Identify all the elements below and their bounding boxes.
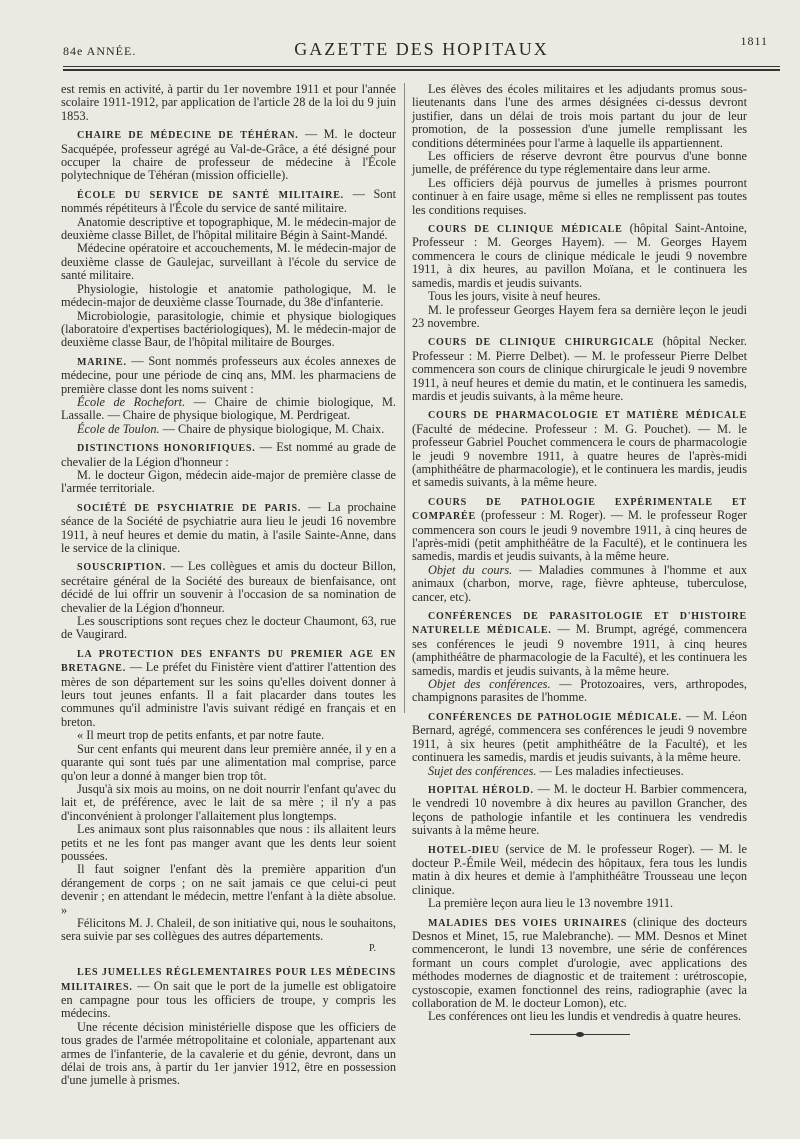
paragraph-text: — Chaire de physique biologique, M. Chaix. xyxy=(159,421,385,436)
paragraph: Physiologie, histologie et anatomie pathologique, M. le médecin-major de deuxième classe Tournade, du 38e d'infanterie. xyxy=(61,281,396,310)
section-heading: MARINE. xyxy=(77,356,127,368)
italic-lead-paragraph xyxy=(412,678,747,705)
section-text: — Les collègues et amis du docteur Billon, secrétaire général de la Société des bureaux de bienfaisance, ont décidé de lui offrir un souvenir à l'occasion de sa nomination de chevalier de la Légion d'honneur. xyxy=(61,559,396,615)
section-heading: CONFÉRENCES DE PARASITOLOGIE ET D'HISTOIRE NATURELLE MÉDICALE. xyxy=(412,611,747,637)
section-heading: LA PROTECTION DES ENFANTS DU PREMIER AGE EN BRETAGNE. xyxy=(61,648,396,675)
right-column xyxy=(412,83,747,1035)
italic-lead-paragraph xyxy=(61,423,396,436)
left-column xyxy=(61,83,396,1088)
paragraph: Il faut soigner l'enfant dès la première apparition d'un dérangement de corps ; on ne sait jamais ce que celui-ci peut devenir ; en attendant le médecin, mettre l'enfant à la diète absolue. » xyxy=(61,862,396,917)
header-rule-top xyxy=(63,66,780,67)
paragraph: Les conférences ont lieu les lundis et vendredis à quatre heures. xyxy=(428,1009,742,1024)
paragraph-text: — Les maladies infectieuses. xyxy=(536,763,684,778)
section-heading: MALADIES DES VOIES URINAIRES xyxy=(428,917,628,929)
section-paragraph xyxy=(61,128,396,183)
section-heading: ÉCOLE DU SERVICE DE SANTÉ MILITAIRE. xyxy=(77,189,344,201)
paragraph: Une récente décision ministérielle dispose que les officiers de tous grades de l'armée métropolitaine et coloniale, appartenant aux armes de l'infanterie, de la cavalerie et du génie, devront, dans un délai de trois ans, à partir du 1er janvier 1912, être en possession d'une jumelle à prismes. xyxy=(61,1019,396,1088)
section-text: (service de M. le professeur Roger). — M. le docteur P.-Émile Weil, médecin des hôpitaux, fera tous les lundis matin à dix heures et demie à l'amphithéâtre Trousseau une leçon clinique. xyxy=(412,841,747,897)
end-ornament xyxy=(530,1034,630,1035)
section-paragraph xyxy=(412,843,747,898)
section-text: — M. Léon Bernard, agrégé, commencera ses conférences le jeudi 9 novembre 1911, à six heures (petit amphithéâtre de la Faculté), et les continuera les samedis, mardis et jeudis suivants, à la même heure. xyxy=(412,708,747,765)
italic-lead-paragraph xyxy=(412,564,747,604)
paragraph: Les élèves des écoles militaires et les adjudants promus sous-lieutenants dans l'une des armes désignées ci-dessus devront justifier, dans un délai de trois mois partant du jour de leur promotion, de la possession d'une jumelle remplissant les conditions déterminées pour l'arme à laquelle ils appartiennent. xyxy=(412,82,747,150)
page-number: 1811 xyxy=(740,34,768,48)
section-heading: DISTINCTIONS HONORIFIQUES. xyxy=(77,443,256,455)
section-paragraph xyxy=(412,710,747,765)
section-paragraph xyxy=(412,609,747,678)
paragraph-text: — Maladies communes à l'homme et aux animaux (charbon, morve, rage, fièvre aphteuse, tuberculose, cancer, etc). xyxy=(412,562,747,604)
section-text: (professeur : M. Roger). — M. le professeur Roger commencera son cours le jeudi 9 novembre 1911, à cinq heures de l'après-midi (petit amphithéâtre de la Faculté), et le continuera les samedis, mardis et jeudis suivants, à la même heure. xyxy=(412,508,747,564)
page-header xyxy=(63,34,780,60)
paragraph: Félicitons M. J. Chaleil, de son initiative qui, nous le souhaitons, sera suivie par ses collègues des autres départements. xyxy=(61,915,396,944)
header-rule-bottom xyxy=(63,69,780,71)
section-paragraph xyxy=(61,441,396,469)
section-text: — On sait que le port de la jumelle est obligatoire en campagne pour tous les officiers de troupe, y compris les médecins. xyxy=(61,978,396,1021)
section-paragraph xyxy=(61,501,396,556)
paragraph: est remis en activité, à partir du 1er novembre 1911 et pour l'année scolaire 1911-1912, par application de l'article 28 de la loi du 9 juin 1853. xyxy=(61,82,396,123)
section-paragraph xyxy=(412,783,747,838)
section-text: (hôpital Necker. Professeur : M. Pierre Delbet). — M. le professeur Pierre Delbet commencera son cours de clinique chirurgicale le jeudi 9 novembre 1911, à neuf heures et demie du matin, et le continuera les samedis, mardis et jeudis suivants, à la même heure. xyxy=(412,334,747,403)
paragraph: Jusqu'à six mois au moins, on ne doit nourrir l'enfant qu'avec du lait et, de préférence, avec le lait de sa mère ; il n'y a pas d'inconvénient à prolonger l'allaitement plus longtemps. xyxy=(61,781,396,823)
section-paragraph xyxy=(412,495,747,564)
section-heading: CONFÉRENCES DE PATHOLOGIE MÉDICALE. xyxy=(428,711,682,723)
paragraph: Les souscriptions sont reçues chez le docteur Chaumont, 63, rue de Vaugirard. xyxy=(61,614,396,642)
italic-lead-paragraph xyxy=(61,396,396,423)
year-label: 84e ANNÉE. xyxy=(63,44,137,58)
italic-lead: Objet des conférences. xyxy=(428,677,551,692)
section-text: — M. Brumpt, agrégé, commencera ses conférences le jeudi 9 novembre 1911, à cinq heures (amphithéâtre de pharmacologie de la Faculté), et les continuera les samedis, mardis et jeudis suivants, à la même heure. xyxy=(412,622,747,678)
section-text: (clinique des docteurs Desnos et Minet, 15, rue Malebranche). — MM. Desnos et Minet commenceront, le lundi 13 novembre, une série de conférences formant un cours complet d'urologie, avec applications des méthodes modernes de diagnostic et de traitement : urétroscopie, cystoscopie, examen fonctionnel des reins, radiographie (avec la collaboration de M. le docteur Lomon), etc. xyxy=(412,914,747,1010)
section-text: (Faculté de médecine. Professeur : M. G. Pouchet). — M. le professeur Gabriel Pouchet commencera le cours de pharmacologie le jeudi 9 novembre 1911, à quatre heures de l'après-midi (amphithéâtre de pharmacologie), et le continuera les mardis, jeudis et samedis suivants, à la même heure. xyxy=(412,421,747,490)
section-text: — M. le docteur H. Barbier commencera, le vendredi 10 novembre à dix heures au pavillon Grancher, des leçons de pathologie infantile et les continuera les vendredis suivants à la même heure. xyxy=(412,781,747,838)
section-text: (hôpital Saint-Antoine, Professeur : M. Georges Hayem). — M. Georges Hayem commencera le cours de clinique médicale le jeudi 9 novembre 1911, à dix heures, au pavillon Moïana, et le continuera les samedis, mardis et jeudis suivants. xyxy=(412,221,747,290)
paragraph: « Il meurt trop de petits enfants, et par notre faute. xyxy=(77,728,325,743)
paragraph: Les animaux sont plus raisonnables que nous : ils allaitent leurs petits et ne les font pas manger avant que les dents leur soient poussées. xyxy=(61,822,396,863)
section-heading: COURS DE PHARMACOLOGIE ET MATIÈRE MÉDICALE xyxy=(428,410,747,422)
paragraph: Microbiologie, parasitologie, chimie et physique biologiques (laboratoire d'expertises bactériologiques), M. le médecin-major de deuxième classe Baur, de l'hôpital militaire de Bourges. xyxy=(61,308,396,350)
section-paragraph xyxy=(412,408,747,489)
section-heading: SOCIÉTÉ DE PSYCHIATRIE DE PARIS. xyxy=(77,502,302,514)
paragraph: Médecine opératoire et accouchements, M. le médecin-major de deuxième classe de Gaulejac, surveillant à l'école du service de santé militaire. xyxy=(61,241,396,283)
signature-initial: P. xyxy=(369,942,376,954)
section-heading: SOUSCRIPTION. xyxy=(77,562,167,574)
section-text: — Sont nommés répétiteurs à l'École du service de santé militaire. xyxy=(61,186,397,216)
paragraph: La première leçon aura lieu le 13 novembre 1911. xyxy=(428,896,674,911)
column-divider xyxy=(404,83,405,713)
section-paragraph xyxy=(412,916,747,1011)
paragraph: M. le professeur Georges Hayem fera sa dernière leçon le jeudi 23 novembre. xyxy=(412,302,747,330)
italic-lead: École de Toulon. xyxy=(77,421,160,436)
paragraph: Sur cent enfants qui meurent dans leur première année, il y en a quarante qui sont tués par une alimentation mal comprise, parce qu'on leur a donné à manger bien trop tôt. xyxy=(61,741,396,783)
paragraph-text: — Chaire de chimie biologique, M. Lassalle. — Chaire de physique biologique, M. Perdrigeat. xyxy=(61,394,396,423)
paragraph: M. le docteur Gigon, médecin aide-major de première classe de l'armée territoriale. xyxy=(61,467,396,496)
section-text: — Est nommé au grade de chevalier de la Légion d'honneur : xyxy=(61,440,396,469)
section-text: — M. le docteur Sacquépée, professeur agrégé au Val-de-Grâce, a été désigné pour occuper la chaire de professeur de médecine à l'École polytechnique de Téhéran (mission officielle). xyxy=(61,127,396,183)
section-heading: COURS DE PATHOLOGIE EXPÉRIMENTALE ET COMPARÉE xyxy=(412,496,747,523)
section-text: — Sont nommés professeurs aux écoles annexes de médecine, pour une période de cinq ans, MM. les pharmaciens de première classe dont les noms suivent : xyxy=(61,353,396,396)
section-paragraph xyxy=(61,188,396,216)
paragraph-text: — Protozoaires, vers, arthropodes, champignons parasites de l'homme. xyxy=(412,677,747,705)
section-text: — La prochaine séance de la Société de psychiatrie aura lieu le jeudi 16 novembre 1911, à neuf heures et demie du matin, à l'asile Sainte-Anne, dans le service de la clinique. xyxy=(61,499,396,555)
section-paragraph xyxy=(61,560,396,615)
section-paragraph xyxy=(61,355,396,396)
journal-title: GAZETTE DES HOPITAUX xyxy=(294,39,549,59)
section-paragraph xyxy=(61,965,396,1021)
text-columns xyxy=(61,83,778,1119)
italic-lead: Objet du cours. xyxy=(428,562,513,577)
paragraph: Les officiers de réserve devront être pourvus d'une bonne jumelle, de préférence du type réglementaire dans leur arme. xyxy=(412,149,747,177)
section-text: — Le préfet du Finistère vient d'attirer l'attention des mères de son département sur les soins qu'elles doivent donner à leurs tout jeunes enfants. Il a fait placarder dans toutes les communes qu'il administre l'avis suivant rédigé en français et en breton. xyxy=(61,660,396,729)
section-paragraph xyxy=(412,335,747,403)
section-heading: COURS DE CLINIQUE MÉDICALE xyxy=(428,224,623,236)
section-paragraph xyxy=(412,222,747,290)
section-heading: HOPITAL HÉROLD. xyxy=(428,784,534,796)
italic-lead-paragraph xyxy=(412,765,747,778)
paragraph: Anatomie descriptive et topographique, M. le médecin-major de deuxième classe Billet, de l'hôpital militaire Bégin à Saint-Mandé. xyxy=(61,214,396,243)
paragraph: Les officiers déjà pourvus de jumelles à prismes pourront continuer à en faire usage, même si elles ne remplissent pas toutes les conditions requises. xyxy=(412,175,747,217)
paragraph: Tous les jours, visite à neuf heures. xyxy=(428,289,601,304)
section-heading: HOTEL-DIEU xyxy=(428,844,500,856)
section-heading: CHAIRE DE MÉDECINE DE TÉHÉRAN. xyxy=(77,130,299,142)
section-paragraph xyxy=(61,647,396,729)
section-heading: COURS DE CLINIQUE CHIRURGICALE xyxy=(428,337,655,349)
section-heading: LES JUMELLES RÉGLEMENTAIRES POUR LES MÉDECINS MILITAIRES. xyxy=(61,967,396,993)
italic-lead: École de Rochefort. xyxy=(77,394,186,409)
italic-lead: Sujet des conférences. xyxy=(428,763,537,778)
